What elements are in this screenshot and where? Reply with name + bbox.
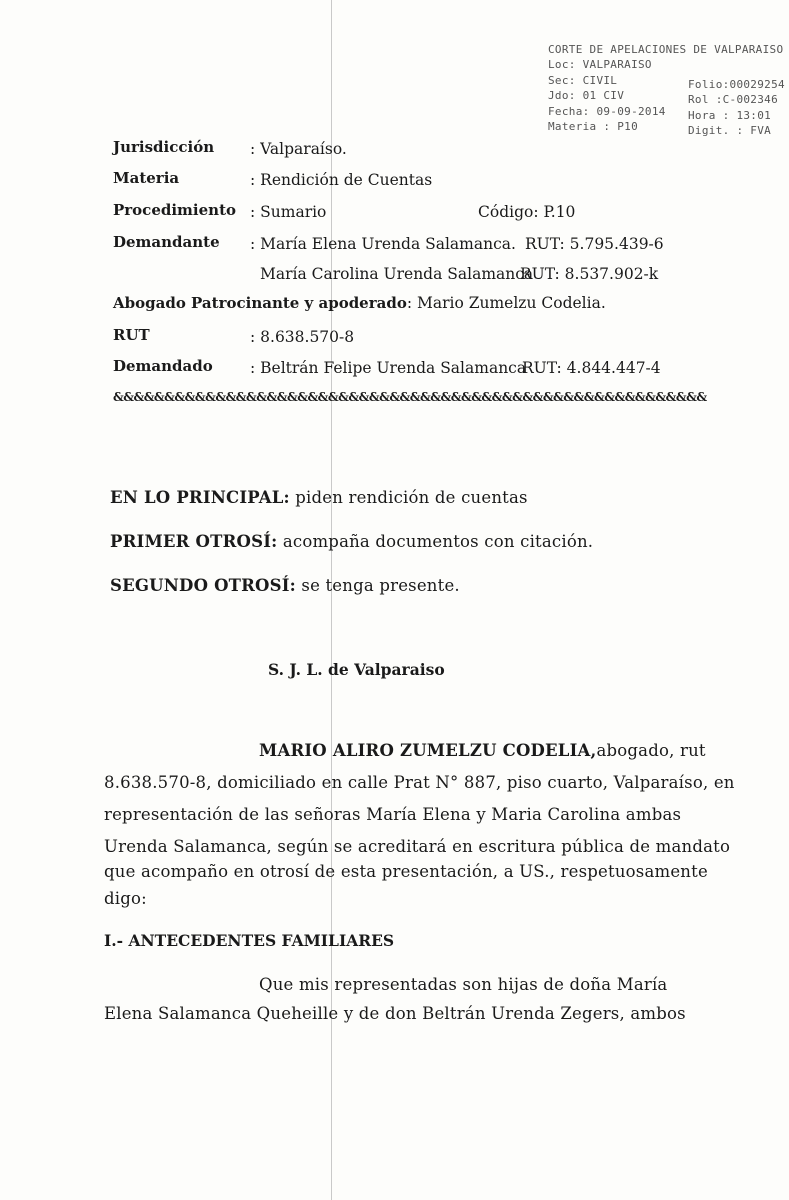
otrosi-1-text: acompaña documentos con citación. [277, 532, 594, 551]
body-line-6: digo: [104, 889, 147, 908]
demandante-2-rut: RUT: 8.537.902-k [520, 265, 659, 283]
abogado-line [113, 294, 606, 312]
section-1-line-1: Que mis representadas son hijas de doña María [259, 975, 668, 994]
demandante-label: Demandante [113, 233, 220, 251]
otrosi-2-line [110, 576, 460, 595]
materia-value: : Rendición de Cuentas [250, 171, 433, 189]
otrosi-1-line [110, 532, 593, 551]
body-line-2: 8.638.570-8, domiciliado en calle Prat N° 887, piso cuarto, Valparaíso, en [104, 773, 735, 792]
principal-line [110, 488, 528, 507]
principal-text: piden rendición de cuentas [289, 488, 528, 507]
section-1-heading: I.- ANTECEDENTES FAMILIARES [104, 931, 395, 950]
rut-value: : 8.638.570-8 [250, 328, 355, 346]
ampersand-separator: &&&&&&&&&&&&&&&&&&&&&&&&&&&&&&&&&&&&&&&&&&&&&&&&&&&&&&&&&& [113, 390, 707, 404]
demandante-1-rut: RUT: 5.795.439-6 [525, 235, 664, 253]
otrosi-2-text: se tenga presente. [295, 576, 460, 595]
demandante-1-name: : María Elena Urenda Salamanca. [250, 235, 516, 253]
body-line-1-rest: abogado, rut [596, 741, 706, 760]
stamp-hora: Hora : 13:01 [688, 109, 772, 122]
demandante-2-name: María Carolina Urenda Salamanca [260, 265, 534, 283]
body-line-1 [259, 741, 706, 760]
abogado-value: : Mario Zumelzu Codelia. [406, 294, 606, 312]
body-line-5: que acompaño en otrosí de esta presentación, a US., respetuosamente [104, 862, 708, 881]
stamp-loc: Loc: VALPARAISO [548, 58, 652, 71]
procedimiento-value: : Sumario [250, 203, 327, 221]
stamp-sec: Sec: CIVIL [548, 74, 618, 87]
stamp-court-name: CORTE DE APELACIONES DE VALPARAISO [548, 43, 784, 56]
stamp-rol: Rol :C-002346 [688, 93, 778, 106]
body-line-3: representación de las señoras María Elena y Maria Carolina ambas [104, 805, 682, 824]
addressee: S. J. L. de Valparaiso [268, 660, 445, 679]
section-1-line-2: Elena Salamanca Queheille y de don Beltrán Urenda Zegers, ambos [104, 1004, 686, 1023]
otrosi-2-label: SEGUNDO OTROSÍ: [110, 576, 296, 595]
demandado-value: : Beltrán Felipe Urenda Salamanca [250, 359, 527, 377]
body-line-4: Urenda Salamanca, según se acreditará en escritura pública de mandato [104, 837, 731, 856]
demandado-rut: RUT: 4.844.447-4 [522, 359, 661, 377]
principal-label: EN LO PRINCIPAL: [110, 488, 290, 507]
stamp-jdo: Jdo: 01 CIV [548, 89, 625, 102]
materia-label: Materia [113, 169, 180, 187]
jurisdiccion-value: : Valparaíso. [250, 140, 347, 158]
stamp-folio: Folio:00029254 [688, 78, 785, 91]
jurisdiccion-label: Jurisdicción [113, 138, 215, 156]
stamp-materia: Materia : P10 [548, 120, 638, 133]
attorney-name: MARIO ALIRO ZUMELZU CODELIA, [259, 741, 597, 760]
otrosi-1-label: PRIMER OTROSÍ: [110, 532, 278, 551]
stamp-fecha: Fecha: 09-09-2014 [548, 105, 666, 118]
procedimiento-label: Procedimiento [113, 201, 237, 219]
abogado-label: Abogado Patrocinante y apoderado [113, 294, 407, 312]
rut-label: RUT [113, 326, 150, 344]
demandado-label: Demandado [113, 357, 213, 375]
codigo-value: Código: P.10 [478, 203, 576, 221]
stamp-digit: Digit. : FVA [688, 124, 772, 137]
